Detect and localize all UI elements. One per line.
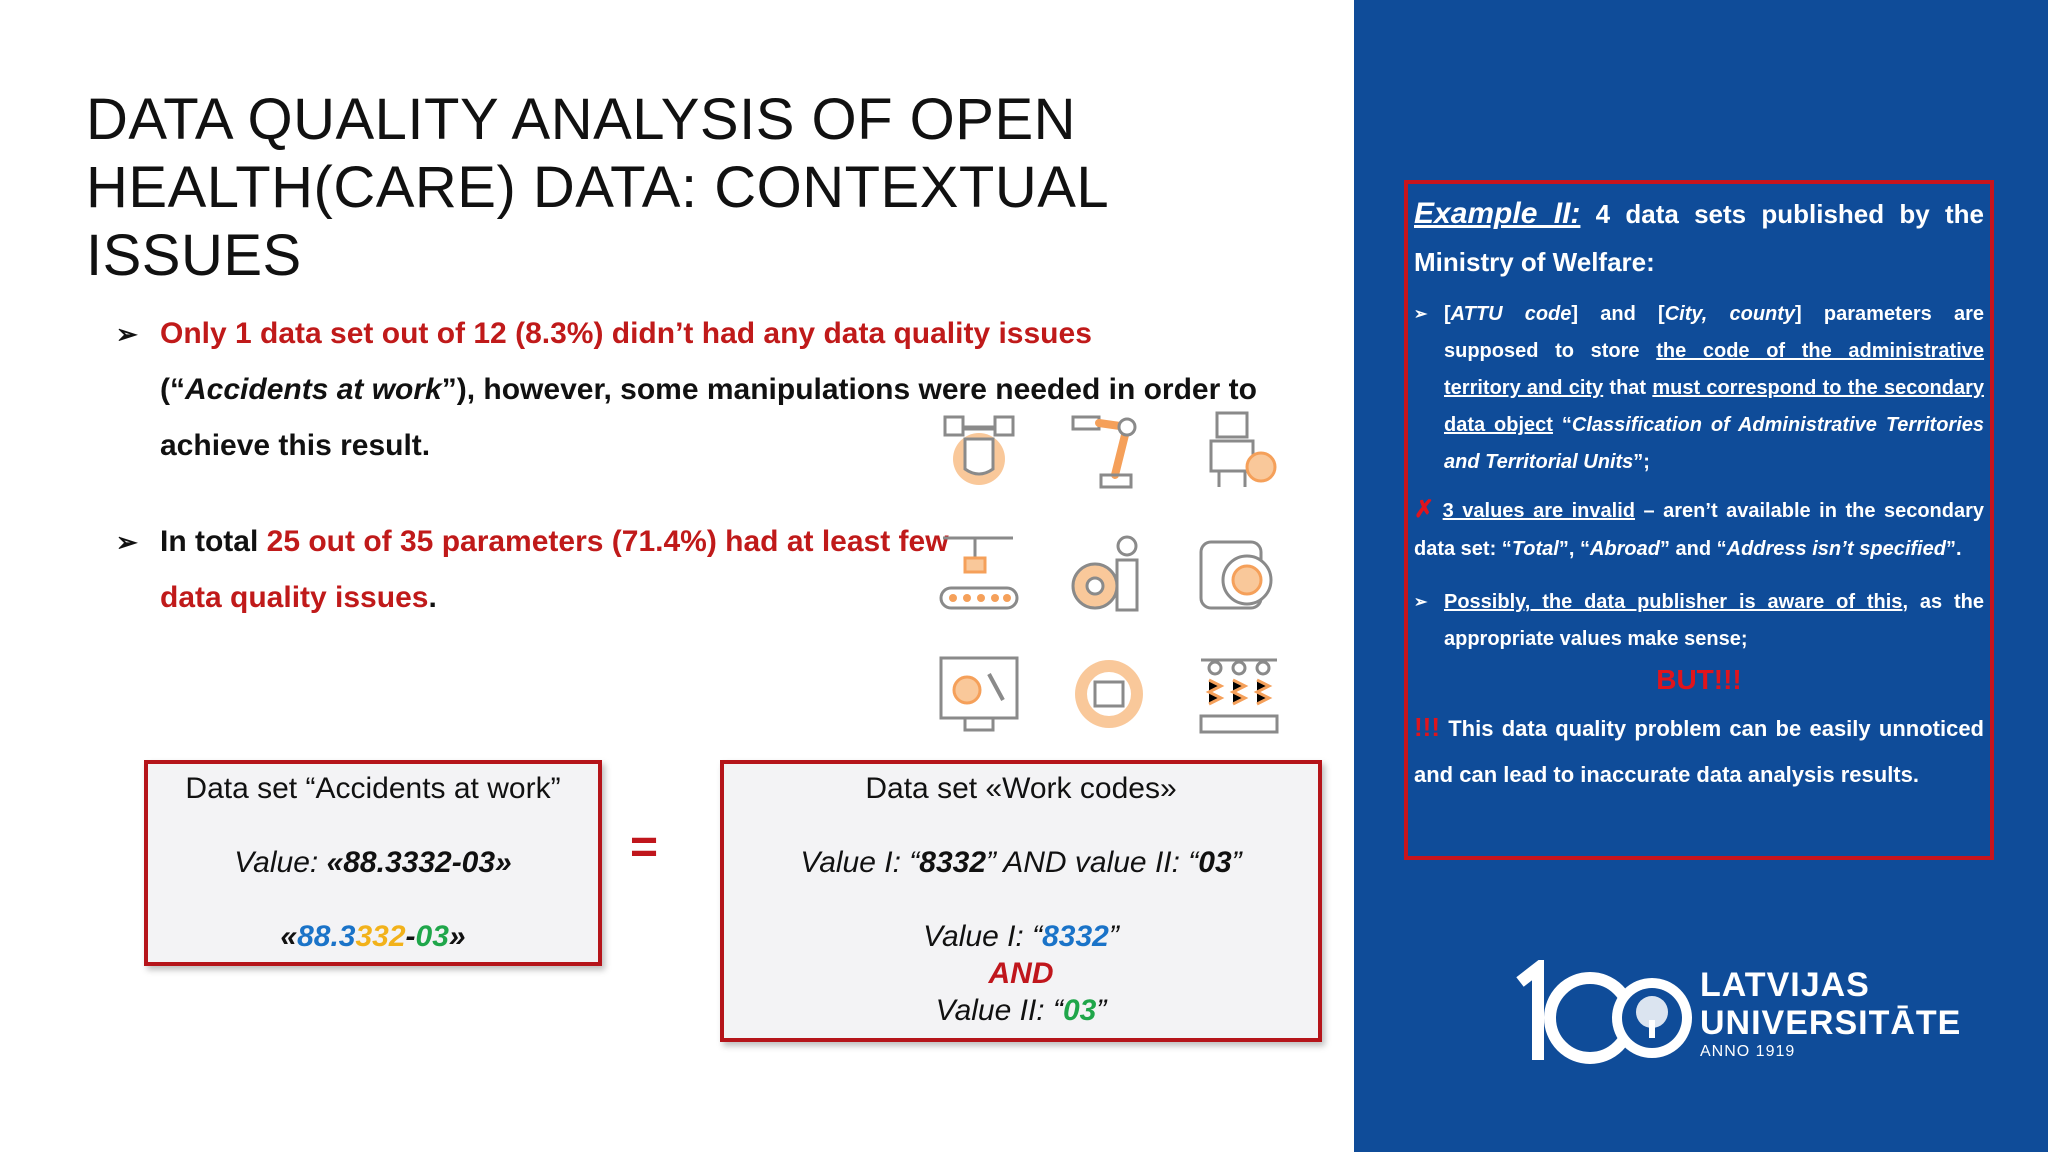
page-title <box>86 86 1336 290</box>
box-right-value-i <box>724 920 1318 954</box>
bullet-2-highlight: 25 out of 35 parameters (71.4%) had at least few data quality issues <box>160 525 949 614</box>
arrow-icon: ➢ <box>1414 594 1428 611</box>
robot-gear-icon <box>1195 405 1283 493</box>
p1d: City, county <box>1664 303 1796 325</box>
segment-2: 332 <box>355 920 406 953</box>
bullet-1-dataset-name: Accidents at work <box>185 373 442 406</box>
cross-icon: ✗ <box>1414 496 1435 523</box>
bullet-2 <box>116 514 976 626</box>
p1a: [ <box>1444 303 1451 325</box>
p2b: – aren’t available in the secondary data set: “ <box>1414 500 1985 560</box>
box-left-value <box>148 846 598 880</box>
assembly-line-icon <box>1195 650 1283 738</box>
p3b: , as the appropriate values make sense; <box>1444 591 1984 650</box>
p1c: ] and [ <box>1571 303 1665 325</box>
example-heading <box>1414 190 1984 286</box>
segment-3: 03 <box>415 920 449 953</box>
v1-val: 8332 <box>1042 920 1109 953</box>
p2c: Total <box>1511 538 1559 560</box>
example-point-3 <box>1414 584 1984 658</box>
bullet-1-rest: ”), however, some manipulations were needed in order to achieve this result. <box>160 373 1257 462</box>
l1e: ” <box>1231 846 1242 879</box>
v2-open: Value II: “ <box>935 994 1063 1027</box>
box-left-colored-value <box>148 920 598 954</box>
p1b: ATTU code <box>1450 303 1572 325</box>
logo-100-icon <box>1512 960 1702 1070</box>
example-label: Example II: <box>1414 197 1581 230</box>
bullet-1-quote-open: (“ <box>160 373 185 406</box>
title-line-1: DATA QUALITY ANALYSIS OF OPEN <box>86 87 1077 152</box>
p1i: “ <box>1552 414 1572 436</box>
bullet-arrow-icon: ➢ <box>116 527 138 557</box>
equals-sign: = <box>630 821 659 874</box>
exclamation-icon: !!! <box>1414 712 1440 742</box>
v2-val: 03 <box>1062 994 1097 1027</box>
l1b: 8332 <box>919 846 987 879</box>
arrow-icon: ➢ <box>1414 306 1428 323</box>
p1j: Classification of Administrative Territories and Territorial Units <box>1444 414 1985 473</box>
bullet-2-lead: In total <box>160 525 267 558</box>
turbine-icon <box>1195 530 1283 618</box>
p1e: ] parameters are supposed to store <box>1444 303 1984 362</box>
title-line-2: HEALTH(CARE) DATA: CONTEXTUAL ISSUES <box>86 155 1108 288</box>
wrench-gear-icon <box>935 405 1023 493</box>
box-right-and: AND <box>988 957 1054 990</box>
guillemet-close: » <box>448 920 466 953</box>
v1-close: ” <box>1108 920 1119 953</box>
bullet-2-text <box>160 514 976 626</box>
l1a: Value I: “ <box>800 846 920 879</box>
v2-close: ” <box>1096 994 1107 1027</box>
value-label: Value: <box>234 846 327 879</box>
p2d: ”, “ <box>1558 538 1590 560</box>
dataset-workcodes-box <box>720 760 1322 1042</box>
example-point-1 <box>1414 296 1984 481</box>
l1c: ” AND value II: “ <box>986 846 1199 879</box>
bullet-arrow-icon: ➢ <box>116 319 138 349</box>
p1f: the code of the administrative territory and city <box>1444 340 1985 399</box>
logo-line-2: UNIVERSITĀTE <box>1700 1004 1962 1042</box>
p1k: ”; <box>1633 451 1650 473</box>
example-text <box>1414 190 1984 798</box>
robot-arm-icon <box>1065 405 1153 493</box>
gear-chip-icon <box>1065 650 1153 738</box>
p2h: ”. <box>1945 538 1962 560</box>
box-right-title: Data set «Work codes» <box>865 772 1177 805</box>
segment-1: 88.3 <box>297 920 356 953</box>
box-right-line1 <box>724 846 1318 880</box>
p2f: ” and “ <box>1659 538 1727 560</box>
segment-dash: - <box>405 920 416 953</box>
logo-line-1: LATVIJAS <box>1700 966 1870 1004</box>
example-point-4 <box>1414 704 1984 798</box>
bullet-1-highlight: Only 1 data set out of 12 (8.3%) didn’t had any data quality issues <box>160 317 1092 350</box>
value-text: «88.3332-03» <box>326 846 512 879</box>
computer-settings-icon <box>935 650 1023 738</box>
bullet-2-period: . <box>428 581 437 614</box>
box-left-title: Data set “Accidents at work” <box>185 772 561 805</box>
l1d: 03 <box>1198 846 1232 879</box>
p2g: Address isn’t specified <box>1726 538 1946 560</box>
p1h: must correspond to the secondary data object <box>1444 377 1984 436</box>
dataset-accidents-box <box>144 760 602 966</box>
logo-text <box>1700 966 1961 1062</box>
example-point-2 <box>1414 491 1984 568</box>
conveyor-icon <box>935 530 1023 618</box>
but-callout: BUT!!! <box>1656 664 1742 695</box>
p1g: that <box>1603 377 1653 399</box>
p2e: Abroad <box>1589 538 1660 560</box>
p3a: Possibly, the data publisher is aware of this <box>1444 591 1903 613</box>
university-logo <box>1512 960 1962 1070</box>
industry-icon-grid <box>930 400 1290 750</box>
worker-wheel-icon <box>1065 530 1153 618</box>
v1-open: Value I: “ <box>923 920 1043 953</box>
logo-line-3: ANNO 1919 <box>1700 1043 1796 1060</box>
p4-text: This data quality problem can be easily unnoticed and can lead to inaccurate data analysis results. <box>1414 716 1984 787</box>
example-heading-rest: 4 data sets published by the Ministry of Welfare: <box>1414 199 1984 277</box>
box-right-value-ii <box>724 994 1318 1028</box>
guillemet-open: « <box>280 920 298 953</box>
p2a: 3 values are invalid <box>1442 500 1635 522</box>
